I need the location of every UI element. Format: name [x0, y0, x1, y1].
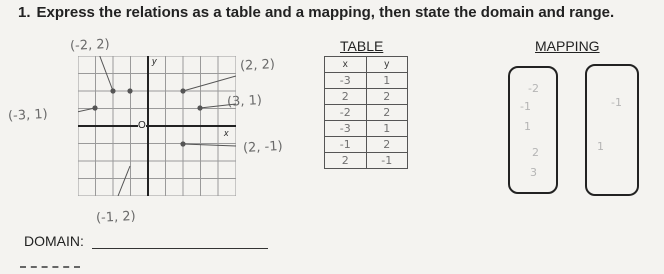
cell-x: -1 — [325, 137, 367, 153]
table-row — [325, 121, 408, 137]
point-annotation: (-2, 2) — [69, 36, 111, 55]
cell-y: 2 — [366, 89, 408, 105]
cell-y: 1 — [366, 121, 408, 137]
header-y: y — [366, 57, 408, 73]
cell-x: 2 — [325, 89, 367, 105]
cell-y: 2 — [366, 137, 408, 153]
mapping-value: 2 — [532, 146, 539, 159]
cell-x: 2 — [325, 153, 367, 169]
table-title: TABLE — [340, 38, 384, 54]
cell-x: -2 — [325, 105, 367, 121]
mapping-value: 1 — [597, 140, 604, 153]
domain-label: DOMAIN: — [24, 233, 84, 249]
point-annotation: (-3, 1) — [7, 106, 49, 125]
coordinate-grid — [78, 56, 236, 196]
mapping-range-oval — [585, 64, 639, 196]
table-row — [325, 73, 408, 89]
origin-label: O — [138, 120, 146, 131]
mapping-domain-oval — [508, 66, 558, 194]
question-number: 1. — [18, 4, 31, 21]
point-annotation: (2, 2) — [239, 57, 276, 74]
mapping-value: 3 — [530, 166, 537, 179]
question-text: Express the relations as a table and a mapping, then state the domain and range. — [36, 4, 615, 21]
mapping-title: MAPPING — [535, 38, 600, 54]
mapping-value: -2 — [528, 82, 539, 95]
table-row — [325, 105, 408, 121]
mapping-value: -1 — [520, 100, 531, 113]
mapping-value: -1 — [611, 96, 622, 109]
point-annotation: (3, 1) — [226, 93, 263, 110]
cell-y: 1 — [366, 73, 408, 89]
cell-y: -1 — [366, 153, 408, 169]
question — [18, 4, 614, 21]
point-annotation: (2, -1) — [242, 138, 284, 157]
header-x: x — [325, 57, 367, 73]
y-axis-label: y — [152, 56, 157, 66]
coordinate-grid-svg — [78, 56, 236, 196]
table-row — [325, 153, 408, 169]
cell-x: -3 — [325, 121, 367, 137]
x-axis-label: x — [224, 128, 229, 138]
cell-x: -3 — [325, 73, 367, 89]
table-row — [325, 89, 408, 105]
table-header-row — [325, 57, 408, 73]
domain-answer-line[interactable] — [92, 248, 268, 249]
point-annotation: (-1, 2) — [95, 208, 137, 227]
table-row — [325, 137, 408, 153]
relation-table — [324, 56, 408, 169]
cell-y: 2 — [366, 105, 408, 121]
mapping-value: 1 — [524, 120, 531, 133]
